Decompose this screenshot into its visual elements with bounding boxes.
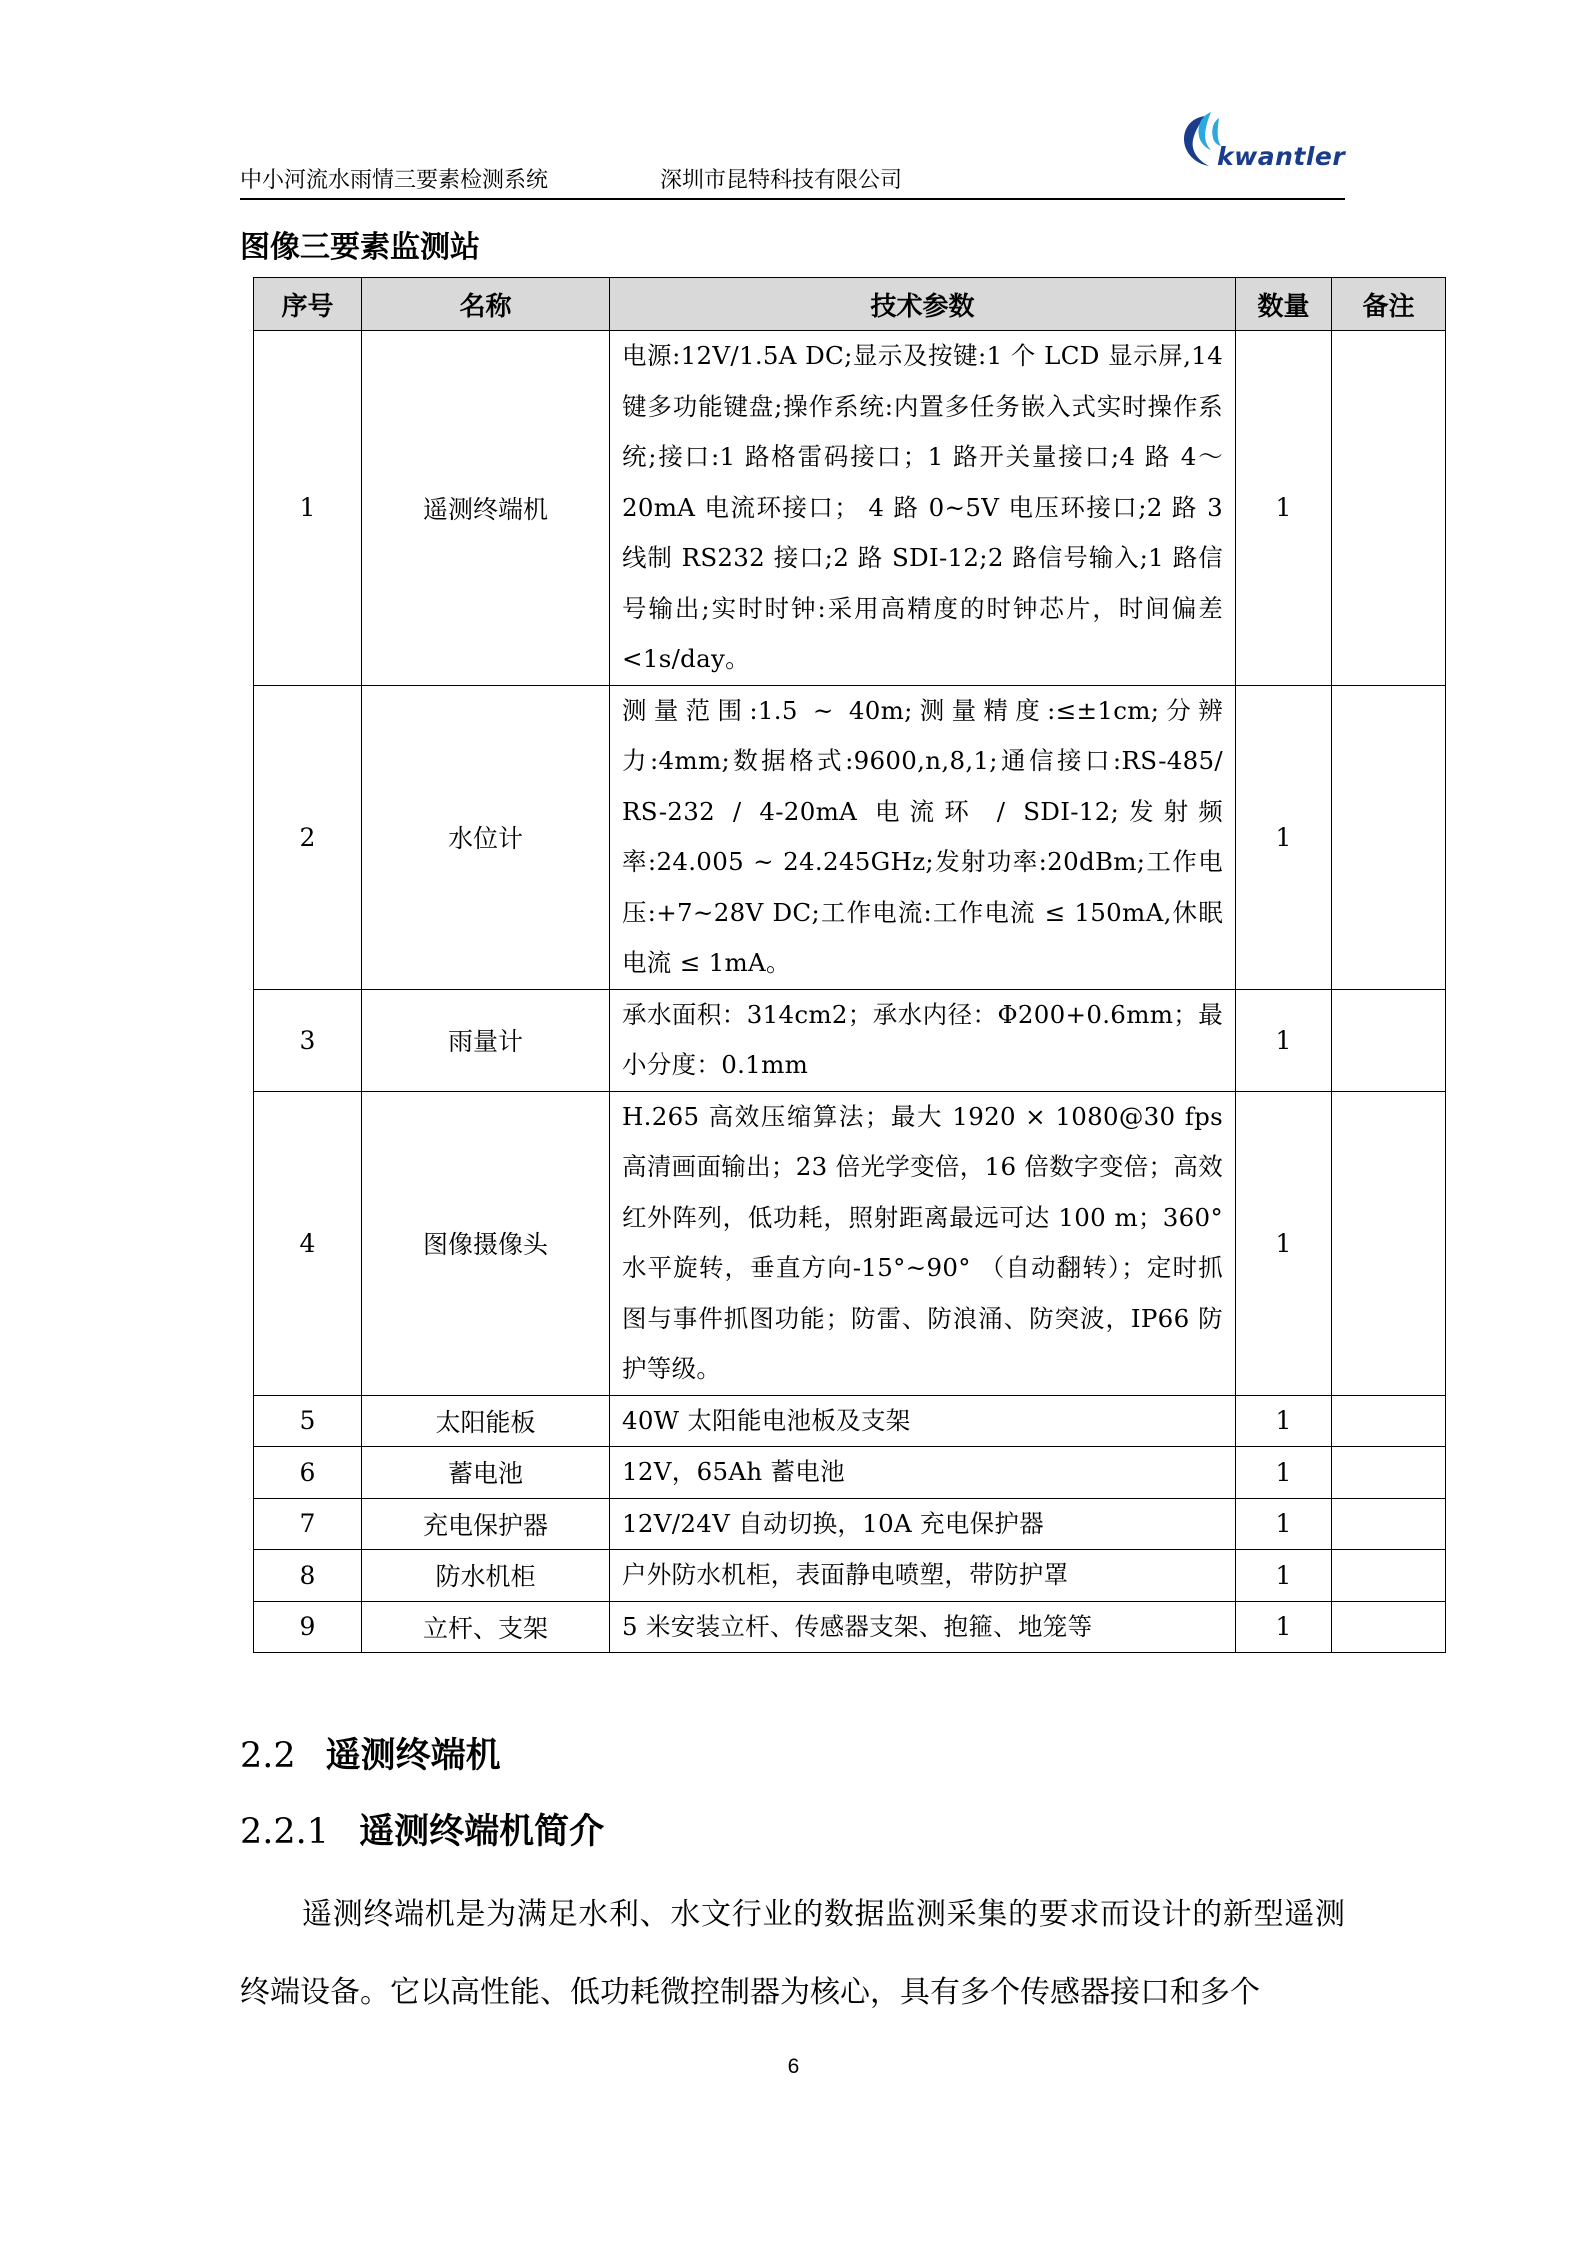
header-company: 深圳市昆特科技有限公司 — [660, 168, 903, 193]
cell-no: 4 — [254, 1091, 362, 1395]
body-paragraph: 遥测终端机是为满足水利、水文行业的数据监测采集的要求而设计的新型遥测终端设备。它以高性能、低功耗微控制器为核心，具有多个传感器接口和多个 — [240, 1897, 1345, 2010]
cell-no: 9 — [254, 1601, 362, 1653]
cell-params: 测量范围:1.5 ~ 40m;测量精度:≤±1cm;分辨力:4mm;数据格式:9600,n,8,1;通信接口:RS-485/ RS-232 / 4-20mA 电流环 / SDI-12;发射频率:24.005 ~ 24.245GHz;发射功率:20dBm;工作电压:+7~28V DC;工作电流:工作电流 ≤ 150mA,休眠电流 ≤ 1mA。 — [610, 685, 1236, 989]
section-title: 图像三要素监测站 — [240, 230, 480, 265]
cell-qty: 1 — [1236, 1447, 1332, 1499]
cell-no: 6 — [254, 1447, 362, 1499]
cell-note — [1332, 331, 1446, 686]
header-system-name: 中小河流水雨情三要素检测系统 — [240, 168, 549, 193]
table-row — [254, 1395, 1446, 1447]
heading-2-2-1-title: 遥测终端机简介 — [359, 1811, 605, 1852]
table-row — [254, 685, 1446, 989]
cell-no: 5 — [254, 1395, 362, 1447]
cell-params: H.265 高效压缩算法；最大 1920 × 1080@30 fps 高清画面输出；23 倍光学变倍，16 倍数字变倍；高效红外阵列，低功耗，照射距离最远可达 100 m；360° 水平旋转，垂直方向-15°~90° （自动翻转）；定时抓图与事件抓图功能；防雷、防浪涌、防突波，IP66 防护等级。 — [610, 1091, 1236, 1395]
cell-name: 蓄电池 — [362, 1447, 610, 1499]
cell-name: 充电保护器 — [362, 1498, 610, 1550]
table-row — [254, 1447, 1446, 1499]
cell-no: 8 — [254, 1550, 362, 1602]
cell-params: 5 米安装立杆、传感器支架、抱箍、地笼等 — [610, 1601, 1236, 1653]
cell-params: 12V，65Ah 蓄电池 — [610, 1447, 1236, 1499]
cell-note — [1332, 685, 1446, 989]
cell-qty: 1 — [1236, 1395, 1332, 1447]
cell-note — [1332, 1498, 1446, 1550]
cell-params: 承水面积：314cm2；承水内径：Φ200+0.6mm；最小分度：0.1mm — [610, 989, 1236, 1091]
cell-params: 户外防水机柜，表面静电喷塑，带防护罩 — [610, 1550, 1236, 1602]
cell-name: 雨量计 — [362, 989, 610, 1091]
heading-2-2 — [240, 1728, 501, 1778]
cell-no: 1 — [254, 331, 362, 686]
cell-note — [1332, 1601, 1446, 1653]
page-header — [240, 108, 1345, 200]
cell-name: 立杆、支架 — [362, 1601, 610, 1653]
header-rule — [240, 198, 1345, 200]
cell-qty: 1 — [1236, 331, 1332, 686]
cell-params: 12V/24V 自动切换，10A 充电保护器 — [610, 1498, 1236, 1550]
table-row — [254, 1601, 1446, 1653]
page-number: 6 — [787, 2055, 800, 2078]
logo-text: kwantler — [1217, 142, 1346, 171]
heading-2-2-1 — [240, 1804, 604, 1854]
cell-no: 2 — [254, 685, 362, 989]
table-row — [254, 1091, 1446, 1395]
table-row — [254, 331, 1446, 686]
company-logo — [1175, 108, 1345, 178]
table-row — [254, 1550, 1446, 1602]
cell-name: 遥测终端机 — [362, 331, 610, 686]
cell-name: 太阳能板 — [362, 1395, 610, 1447]
heading-2-2-number: 2.2 — [240, 1736, 296, 1776]
spec-table — [253, 277, 1446, 1653]
cell-qty: 1 — [1236, 1550, 1332, 1602]
cell-qty: 1 — [1236, 1601, 1332, 1653]
table-row — [254, 989, 1446, 1091]
cell-qty: 1 — [1236, 989, 1332, 1091]
cell-name: 水位计 — [362, 685, 610, 989]
cell-note — [1332, 1395, 1446, 1447]
cell-note — [1332, 1091, 1446, 1395]
cell-name: 防水机柜 — [362, 1550, 610, 1602]
cell-name: 图像摄像头 — [362, 1091, 610, 1395]
heading-2-2-1-number: 2.2.1 — [240, 1812, 330, 1852]
table-row — [254, 1498, 1446, 1550]
cell-note — [1332, 1447, 1446, 1499]
heading-2-2-title: 遥测终端机 — [325, 1735, 501, 1776]
cell-qty: 1 — [1236, 1091, 1332, 1395]
table-header-row — [254, 278, 1446, 331]
cell-note — [1332, 1550, 1446, 1602]
col-header-qty: 数量 — [1236, 278, 1332, 331]
cell-qty: 1 — [1236, 1498, 1332, 1550]
col-header-no: 序号 — [254, 278, 362, 331]
cell-note — [1332, 989, 1446, 1091]
col-header-params: 技术参数 — [610, 278, 1236, 331]
col-header-name: 名称 — [362, 278, 610, 331]
cell-params: 电源:12V/1.5A DC;显示及按键:1 个 LCD 显示屏,14 键多功能键盘;操作系统:内置多任务嵌入式实时操作系统;接口:1 路格雷码接口；1 路开关量接口;4 路 4～20mA 电流环接口； 4 路 0~5V 电压环接口;2 路 3 线制 RS232 接口;2 路 SDI-12;2 路信号输入;1 路信号输出;实时时钟:采用高精度的时钟芯片，时间偏差<1s/day。 — [610, 331, 1236, 686]
cell-qty: 1 — [1236, 685, 1332, 989]
cell-no: 7 — [254, 1498, 362, 1550]
cell-params: 40W 太阳能电池板及支架 — [610, 1395, 1236, 1447]
cell-no: 3 — [254, 989, 362, 1091]
col-header-note: 备注 — [1332, 278, 1446, 331]
